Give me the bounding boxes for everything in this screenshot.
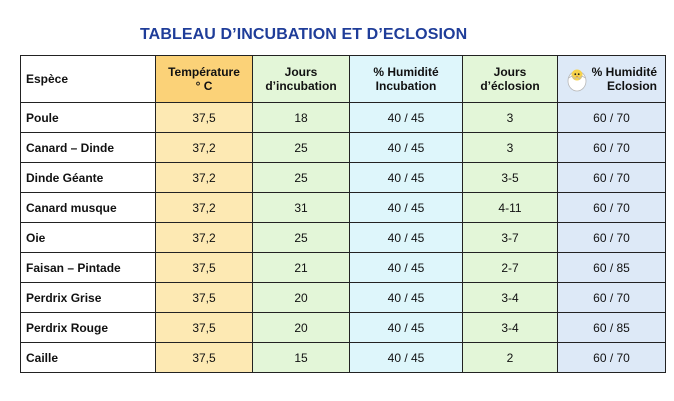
- cell-jours-eclosion: 3-4: [463, 313, 558, 343]
- cell-espece: Oie: [21, 223, 156, 253]
- cell-temperature: 37,5: [156, 313, 253, 343]
- cell-humidite-incubation: 40 / 45: [350, 193, 463, 223]
- table-row: [21, 133, 666, 163]
- cell-temperature: 37,2: [156, 133, 253, 163]
- table-row: [21, 103, 666, 133]
- header-jours-incubation-line1: Jours: [284, 65, 318, 79]
- cell-jours-incubation: 21: [253, 253, 350, 283]
- table-row: [21, 283, 666, 313]
- header-humidite-incubation-line1: % Humidité: [373, 65, 439, 79]
- cell-jours-incubation: 25: [253, 133, 350, 163]
- header-humidite-incubation: [350, 56, 463, 103]
- cell-jours-incubation: 20: [253, 283, 350, 313]
- cell-espece: Canard – Dinde: [21, 133, 156, 163]
- cell-temperature: 37,2: [156, 193, 253, 223]
- cell-jours-incubation: 25: [253, 163, 350, 193]
- cell-jours-eclosion: 2: [463, 343, 558, 373]
- cell-espece: Caille: [21, 343, 156, 373]
- cell-jours-incubation: 15: [253, 343, 350, 373]
- cell-jours-incubation: 31: [253, 193, 350, 223]
- cell-espece: Poule: [21, 103, 156, 133]
- cell-humidite-eclosion: 60 / 85: [558, 313, 666, 343]
- header-temperature-line2: ° C: [195, 79, 213, 93]
- incubation-table: [20, 55, 666, 373]
- cell-humidite-incubation: 40 / 45: [350, 103, 463, 133]
- cell-jours-eclosion: 3-5: [463, 163, 558, 193]
- cell-jours-eclosion: 3-4: [463, 283, 558, 313]
- hatching-chick-icon: [566, 66, 588, 92]
- cell-humidite-eclosion: 60 / 70: [558, 343, 666, 373]
- cell-espece: Dinde Géante: [21, 163, 156, 193]
- header-humidite-eclosion-line2: Eclosion: [606, 79, 657, 93]
- cell-humidite-incubation: 40 / 45: [350, 253, 463, 283]
- table-row: [21, 223, 666, 253]
- cell-humidite-incubation: 40 / 45: [350, 223, 463, 253]
- cell-humidite-eclosion: 60 / 70: [558, 223, 666, 253]
- cell-humidite-incubation: 40 / 45: [350, 163, 463, 193]
- header-jours-incubation-line2: d’incubation: [265, 79, 337, 93]
- header-jours-incubation: [253, 56, 350, 103]
- table-header-row: [21, 56, 666, 103]
- header-jours-eclosion: [463, 56, 558, 103]
- cell-temperature: 37,2: [156, 223, 253, 253]
- cell-temperature: 37,5: [156, 283, 253, 313]
- cell-humidite-incubation: 40 / 45: [350, 133, 463, 163]
- header-humidite-eclosion: [558, 56, 666, 103]
- table-row: [21, 253, 666, 283]
- cell-temperature: 37,5: [156, 253, 253, 283]
- cell-humidite-eclosion: 60 / 70: [558, 283, 666, 313]
- header-humidite-incubation-line2: Incubation: [375, 79, 437, 93]
- header-espece: Espèce: [21, 56, 156, 103]
- cell-jours-eclosion: 3-7: [463, 223, 558, 253]
- cell-espece: Perdrix Grise: [21, 283, 156, 313]
- cell-espece: Canard musque: [21, 193, 156, 223]
- cell-jours-eclosion: 2-7: [463, 253, 558, 283]
- table-row: [21, 343, 666, 373]
- table-body: [21, 103, 666, 373]
- header-temperature-line1: Température: [168, 65, 240, 79]
- header-jours-eclosion-line1: Jours: [493, 65, 527, 79]
- header-temperature: [156, 56, 253, 103]
- cell-humidite-incubation: 40 / 45: [350, 343, 463, 373]
- cell-humidite-incubation: 40 / 45: [350, 313, 463, 343]
- cell-temperature: 37,2: [156, 163, 253, 193]
- cell-humidite-eclosion: 60 / 70: [558, 163, 666, 193]
- header-jours-eclosion-line2: d’éclosion: [480, 79, 540, 93]
- table-row: [21, 163, 666, 193]
- cell-jours-incubation: 25: [253, 223, 350, 253]
- cell-temperature: 37,5: [156, 343, 253, 373]
- header-humidite-eclosion-line1: % Humidité: [591, 65, 657, 79]
- cell-temperature: 37,5: [156, 103, 253, 133]
- cell-jours-eclosion: 3: [463, 133, 558, 163]
- cell-jours-incubation: 18: [253, 103, 350, 133]
- cell-humidite-eclosion: 60 / 70: [558, 103, 666, 133]
- page-title: TABLEAU D’INCUBATION ET D’ECLOSION: [140, 26, 468, 43]
- cell-jours-eclosion: 3: [463, 103, 558, 133]
- cell-humidite-eclosion: 60 / 70: [558, 193, 666, 223]
- cell-humidite-eclosion: 60 / 85: [558, 253, 666, 283]
- cell-jours-eclosion: 4-11: [463, 193, 558, 223]
- cell-espece: Faisan – Pintade: [21, 253, 156, 283]
- table-row: [21, 313, 666, 343]
- cell-jours-incubation: 20: [253, 313, 350, 343]
- cell-humidite-incubation: 40 / 45: [350, 283, 463, 313]
- cell-espece: Perdrix Rouge: [21, 313, 156, 343]
- cell-humidite-eclosion: 60 / 70: [558, 133, 666, 163]
- table-row: [21, 193, 666, 223]
